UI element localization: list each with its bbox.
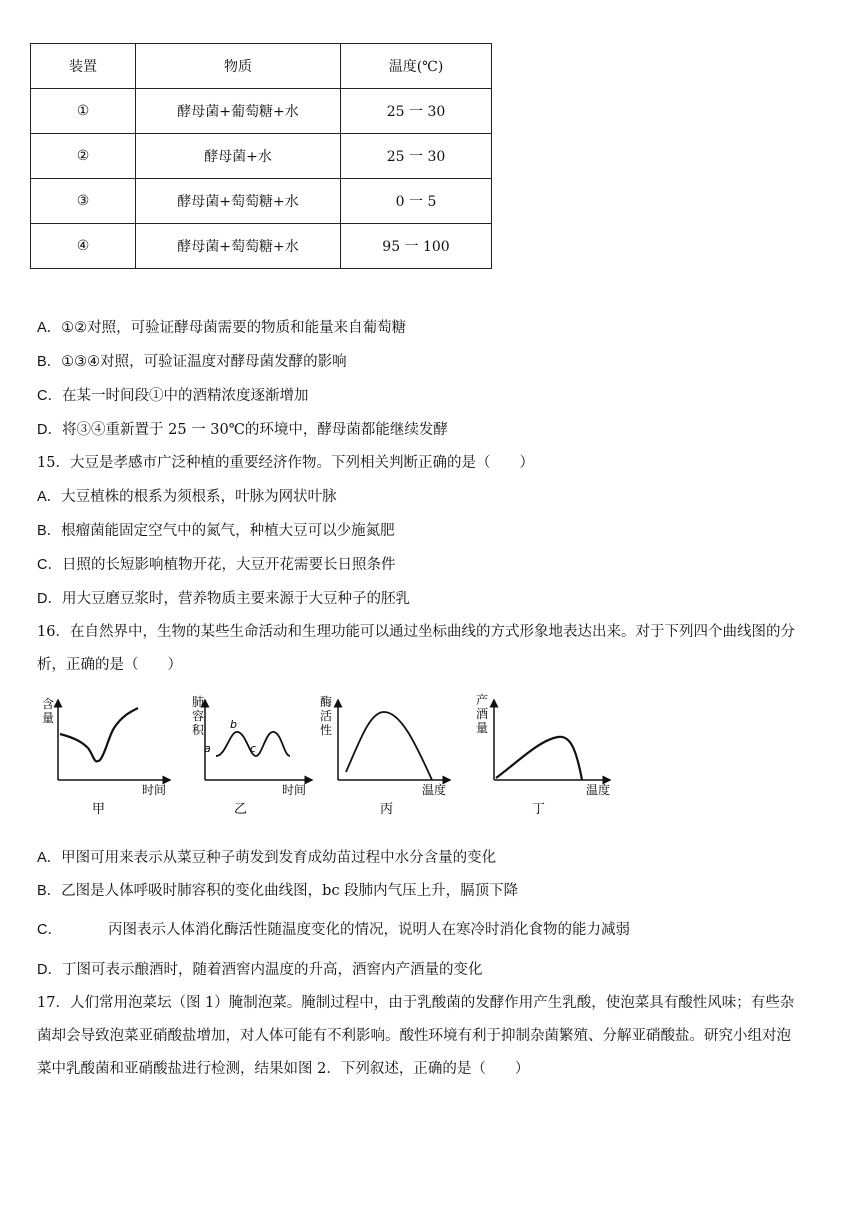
q17-stem-line2: 菌却会导致泡菜亚硝酸盐增加，对人体可能有不利影响。酸性环境有利于抑制杂菌繁殖、分解亚硝酸盐。研究小组对泡 (37, 1028, 791, 1044)
option-text: 日照的长短影响植物开花，大豆开花需要长日照条件 (61, 557, 396, 573)
option-mark: C． (37, 388, 62, 404)
table-cell: 95 一 100 (341, 224, 492, 269)
option-mark: B． (37, 883, 62, 899)
y-label-char: 酒 (476, 707, 489, 721)
table-row (31, 89, 492, 134)
table-cell: 0 一 5 (341, 179, 492, 224)
point-label-a: a (204, 742, 211, 755)
table-header-cell: 物质 (136, 44, 341, 89)
q15-option-c (37, 553, 395, 574)
option-mark: A． (37, 320, 62, 336)
table-cell: ④ (31, 224, 136, 269)
q14-option-b (37, 350, 347, 371)
q17-stem-line1: 17．人们常用泡菜坛（图 1）腌制泡菜。腌制过程中，由于乳酸菌的发酵作用产生乳酸，使泡菜具有酸性风味；有些杂 (37, 995, 795, 1011)
option-text: 甲图可用来表示从菜豆种子萌发到发育成幼苗过程中水分含量的变化 (61, 850, 497, 866)
point-label-b: b (230, 718, 237, 731)
graph-caption: 丙 (380, 802, 394, 817)
q16-option-d (37, 958, 482, 979)
y-label-char: 量 (476, 721, 489, 735)
table-header-cell: 装置 (31, 44, 136, 89)
q15-option-d (37, 587, 410, 608)
graph-caption: 甲 (92, 802, 106, 817)
table-row (31, 179, 492, 224)
table-cell: 25 一 30 (341, 89, 492, 134)
q17-stem-line3: 菜中乳酸菌和亚硝酸盐进行检测，结果如图 2．下列叙述，正确的是（ ） (37, 1061, 530, 1077)
option-mark: A． (37, 850, 62, 866)
option-text: 丙图表示人体消化酶活性随温度变化的情况，说明人在寒冷时消化食物的能力减弱 (107, 922, 630, 938)
option-text: 乙图是人体呼吸时肺容积的变化曲线图，bc 段肺内气压上升，膈顶下降 (61, 883, 519, 899)
option-mark: B． (37, 523, 62, 539)
graph-caption: 乙 (234, 802, 248, 817)
curve-bing (346, 712, 432, 780)
option-mark: C． (37, 922, 62, 938)
table-row (31, 134, 492, 179)
table-cell: 酵母菌+水 (136, 134, 341, 179)
q16-option-b (37, 879, 518, 900)
graph-jia (42, 697, 170, 817)
graph-caption: 丁 (532, 802, 546, 817)
curve-jia (60, 708, 138, 761)
q14-option-c (37, 384, 308, 405)
y-label-char: 肺 (192, 695, 205, 709)
option-mark: D． (37, 422, 62, 438)
option-text: 在某一时间段①中的酒精浓度逐渐增加 (61, 388, 309, 404)
q16-stem-line1: 16．在自然界中，生物的某些生命活动和生理功能可以通过坐标曲线的方式形象地表达出来。对于下列四个曲线图的分 (37, 624, 795, 640)
q16-option-c (37, 918, 630, 939)
option-text: 根瘤菌能固定空气中的氮气，种植大豆可以少施氮肥 (61, 523, 395, 539)
y-label-char: 活 (320, 709, 333, 723)
q15-option-a (37, 485, 337, 506)
option-text: 大豆植株的根系为须根系，叶脉为网状叶脉 (61, 489, 337, 505)
option-mark: D． (37, 962, 62, 978)
y-label-char: 积 (192, 723, 205, 737)
x-label: 时间 (282, 783, 307, 797)
option-text: ①③④对照，可验证温度对酵母菌发酵的影响 (61, 354, 347, 370)
option-text: 丁图可表示酿酒时，随着酒窖内温度的升高，酒窖内产酒量的变化 (61, 962, 483, 978)
y-label-char: 性 (320, 723, 333, 737)
table-cell: 25 一 30 (341, 134, 492, 179)
option-text: ①②对照，可验证酵母菌需要的物质和能量来自葡萄糖 (61, 320, 407, 336)
q16-stem-line2: 析，正确的是（ ） (37, 657, 182, 673)
graph-bing (320, 694, 450, 817)
q15-stem: 15．大豆是孝感市广泛种植的重要经济作物。下列相关判断正确的是（ ） (37, 455, 534, 471)
table-header-row (31, 44, 492, 89)
point-label-c: c (250, 742, 257, 755)
option-mark: C． (37, 557, 62, 573)
q16-option-a (37, 846, 496, 867)
table-cell: ② (31, 134, 136, 179)
q16-graphs-svg (30, 690, 630, 825)
x-label: 温度 (586, 783, 611, 797)
experiment-table (30, 43, 492, 269)
y-label-char: 酶 (320, 695, 333, 709)
y-label-char: 含 (42, 697, 55, 711)
y-label-char: 容 (192, 709, 205, 723)
table-row (31, 224, 492, 269)
table-cell: 酵母菌+萄萄糖+水 (136, 224, 341, 269)
curve-ding (496, 737, 582, 780)
q14-option-d (37, 418, 448, 439)
option-text: 将③④重新置于 25 一 30℃的环境中，酵母菌都能继续发酵 (61, 422, 448, 438)
option-mark: D． (37, 591, 62, 607)
table-cell: ③ (31, 179, 136, 224)
x-label: 时间 (142, 783, 167, 797)
graph-yi (192, 694, 312, 817)
option-mark: B． (37, 354, 62, 370)
graph-ding (476, 692, 610, 817)
x-label: 温度 (422, 783, 447, 797)
table-cell: 酵母菌+萄萄糖+水 (136, 179, 341, 224)
option-text: 用大豆磨豆浆时，营养物质主要来源于大豆种子的胚乳 (61, 591, 410, 607)
q16-graphs (30, 690, 630, 825)
table-header-cell: 温度(℃) (341, 44, 492, 89)
q14-option-a (37, 316, 406, 337)
q15-option-b (37, 519, 395, 540)
option-mark: A． (37, 489, 62, 505)
y-label-char: 量 (42, 711, 55, 725)
y-label-char: 产 (476, 693, 489, 707)
table-cell: 酵母菌+葡萄糖+水 (136, 89, 341, 134)
table-cell: ① (31, 89, 136, 134)
